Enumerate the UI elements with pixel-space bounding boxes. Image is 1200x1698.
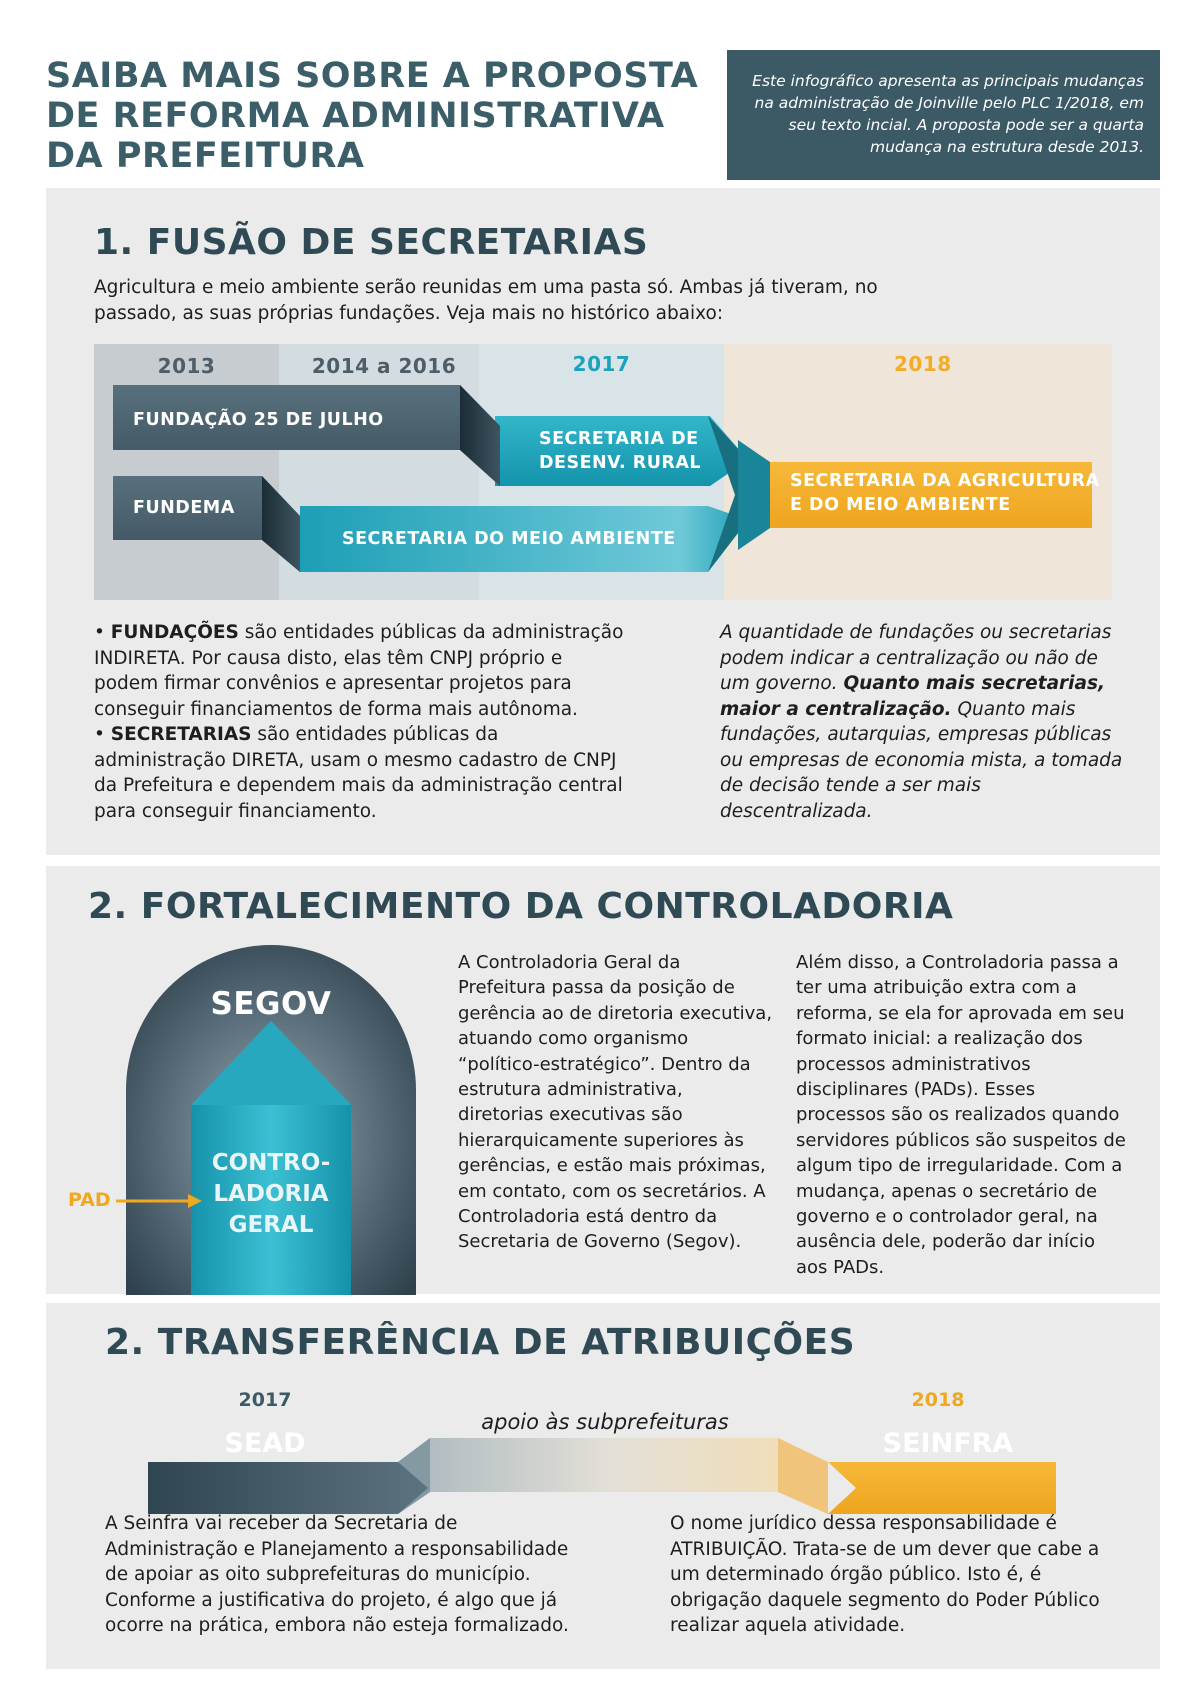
controladoria-text-col2: Além disso, a Controladoria passa a ter uma atribuição extra com a reforma, se ela for aprovada em seu formato inicial: a realização dos processos administrativos disciplinares (PADs). Esses processos são os realizados quando servidores públicos são suspeitos de algum tipo de irregularidade. Com a mudança, apenas o secretário de governo e o controlador geral, na ausência dele, poderão dar início aos PADs.: [796, 952, 1126, 1278]
pad-label: PAD: [68, 1189, 111, 1211]
controladoria-line: LADORIA: [213, 1181, 329, 1207]
arrow-fundema-fold: [262, 476, 300, 572]
controladoria-line: CONTRO-: [211, 1150, 331, 1176]
label-secretaria-agricultura: [790, 469, 1100, 517]
label-fundema: FUNDEMA: [133, 498, 235, 518]
controladoria-label: [191, 1148, 351, 1241]
atribuicoes-text-col2: O nome jurídico dessa responsabilidade é ATRIBUIÇÃO. Trata-se de um dever que cabe a um determinado órgão público. Isto é, é obrigação daquele segmento do Poder Público realizar aquela atividade.: [670, 1513, 1100, 1636]
section-title-fusao: 1. FUSÃO DE SECRETARIAS: [94, 222, 649, 263]
timeline-year-2018: 2018: [894, 352, 952, 376]
intro-text: Este infográfico apresenta as principais mudanças na administração de Joinville pelo PLC 1/2018, em seu texto incial. A proposta pode ser a quarta mudança na estrutura desde 2013.: [752, 72, 1144, 156]
seinfra-label: SEINFRA: [882, 1428, 1014, 1459]
label-agri-line1: SECRETARIA DA AGRICULTURA: [790, 471, 1100, 491]
section-title-atribuicoes: 2. TRANSFERÊNCIA DE ATRIBUIÇÕES: [105, 1322, 856, 1363]
arrow-fundacao: [113, 385, 500, 486]
timeline-year-2014-2016: 2014 a 2016: [311, 354, 457, 378]
term-secretarias: SECRETARIAS: [110, 724, 252, 745]
timeline-year-2013: 2013: [157, 354, 216, 378]
label-desenv-line2: DESENV. RURAL: [539, 453, 702, 473]
section-fusao-left-text: [94, 620, 624, 824]
page-title-line: DE REFORMA ADMINISTRATIVA: [46, 96, 665, 136]
controladoria-text-col1: A Controladoria Geral da Prefeitura passa da posição de gerência ao de diretoria executiva, atuando como organismo “político-estratégico”. Dentro da estrutura administrativa, diretorias executivas são hierarquicamente superiores às gerências, e estão mais próximas, em contato, com os secretários. A Controladoria está dentro da Secretaria de Governo (Segov).: [458, 952, 773, 1253]
bullet: •: [94, 724, 111, 745]
controladoria-line: GERAL: [228, 1212, 314, 1238]
arrow-merge-tip: [738, 440, 770, 550]
bullet: •: [94, 622, 111, 643]
transfer-label: apoio às subprefeituras: [481, 1410, 729, 1434]
label-desenv-line1: SECRETARIA DE: [539, 429, 699, 449]
term-fundacoes: FUNDAÇÕES: [110, 622, 239, 643]
right-text-part1: A quantidade de fundações ou secretarias podem indicar a centralização ou não de um governo.: [720, 622, 1112, 694]
page-title-line: DA PREFEITURA: [46, 136, 365, 176]
secretarias-text: são entidades públicas da administração DIRETA, usam o mesmo cadastro de CNPJ da Prefeitura e dependem mais da administração central para conseguir financiamento.: [94, 724, 623, 822]
segov-label: SEGOV: [210, 986, 332, 1022]
fundacoes-text: são entidades públicas da administração INDIRETA. Por causa disto, elas têm CNPJ próprio e podem firmar convênios e apresentar projetos para conseguir financiamentos de forma mais autônoma.: [94, 622, 624, 720]
seinfra-block: [828, 1462, 1056, 1514]
right-text-bold: Quanto mais secretarias, maior a centralização.: [720, 673, 1106, 720]
right-text-part2: Quanto mais fundações, autarquias, empresas públicas ou empresas de economia mista, a tomada de decisão tende a ser mais descentralizada.: [720, 698, 1123, 822]
arrow-fundacao-fold: [460, 385, 500, 486]
label-secretaria-desenv-rural: [539, 427, 701, 475]
year-to: 2018: [911, 1389, 965, 1411]
label-fundacao-25-julho: FUNDAÇÃO 25 DE JULHO: [133, 410, 384, 430]
label-agri-line2: E DO MEIO AMBIENTE: [790, 495, 1011, 515]
section-title-controladoria: 2. FORTALECIMENTO DA CONTROLADORIA: [88, 886, 954, 927]
label-secretaria-meio-ambiente: SECRETARIA DO MEIO AMBIENTE: [342, 529, 676, 549]
page-title-line: SAIBA MAIS SOBRE A PROPOSTA: [46, 56, 699, 96]
section-fusao-lead: Agricultura e meio ambiente serão reunidas em uma pasta só. Ambas já tiveram, no passado, as suas próprias fundações. Veja mais no histórico abaixo:: [94, 277, 878, 324]
sead-label: SEAD: [224, 1428, 306, 1459]
sead-arrow: [148, 1462, 428, 1514]
transfer-band: [398, 1438, 828, 1514]
section-fusao-right-text: [720, 620, 1125, 824]
timeline-year-2017: 2017: [572, 352, 631, 376]
year-from: 2017: [238, 1389, 292, 1411]
atribuicoes-text-col1: A Seinfra vai receber da Secretaria de Administração e Planejamento a responsabilidade de apoiar as oito subprefeituras do município. Conforme a justificativa do projeto, é algo que já ocorre na prática, embora não esteja formalizado.: [105, 1513, 569, 1636]
